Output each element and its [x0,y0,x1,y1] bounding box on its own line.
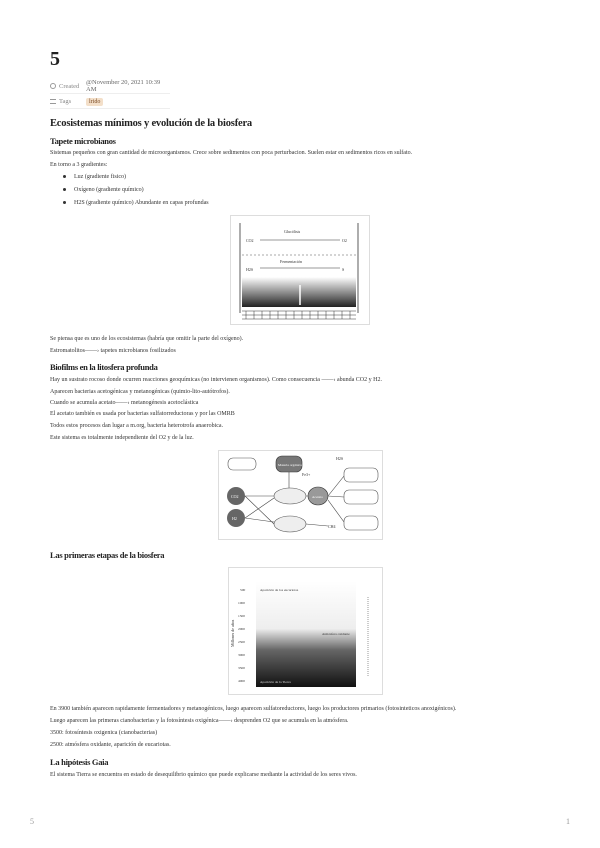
list-item: Luz (gradiente fisico) [50,170,209,183]
biofilm-label-h2s: H2S [336,456,344,461]
biofilms-p4: El acetato también es usada por bacterias sulfatorreductoras y por las OMRB [50,411,235,417]
properties-table [50,79,170,109]
mat-label-co2: CO2 [246,238,254,243]
biofilm-label-fe: Fe3+ [302,472,311,477]
mat-label-o2: O2 [342,238,347,243]
biofilm-label-materia: Materia orgánica [278,463,302,467]
timeline-event-oxidant: Atmósfera oxidante [322,632,350,636]
biofilm-label-ch4: CH4 [328,524,336,529]
biofilms-p1: Hay un sustrato rocoso donde ocurren reacciones geoquímicas (no intervienen organismos). Como consecuencia ——› abunda CO2 y H2. [50,377,382,383]
etapas-p1: En 3900 también aparecen rapidamente fermentadores y metanogénicos, luego aparecen sulfatoreductores, luego los productores primarios (fotosinteticos anoxigénicos). [50,706,457,712]
created-value: @November 20, 2021 10:39 AM [86,79,161,93]
list-icon [50,99,56,104]
tags-label: Tags [59,97,72,105]
mat-label-h2s: H2S [246,267,254,272]
biofilms-p2: Aparecen bacterias acetogénicas y metanogénicas (quimio-lito-autótrofos). [50,389,230,395]
gaia-p1: El sistema Tierra se encuentra en estado de desequilibrio químico que puede explicarse mediante la actividad de los seres vivos. [50,772,357,778]
etapas-p2: Luego aparecen las primeras cianobacterias y la fotosíntesis oxigénica——› desprenden O2 que se acumula en la atmósfera. [50,718,349,724]
mat-label-glucolisis: Glucólisis [284,229,301,234]
list-item: Oxígeno (gradiente químico) [50,183,209,196]
biofilms-p3: Cuando se acumula acetato——› metanogénesis acetoclástica [50,400,199,406]
timeline-tick: 3000 [238,653,245,657]
tapete-p4: Estromatolitos——› tapetes microbianos fosilizados [50,348,176,354]
timeline-tick: 4000 [238,679,245,683]
page-number-right: 1 [566,817,570,826]
biofilm-network-figure [218,450,383,540]
timeline-tick: 2000 [238,627,245,631]
heading-tapete: Tapete microbianos [50,136,116,146]
page-number-left: 5 [30,817,34,826]
mat-label-s: S [342,267,345,272]
microbial-mat-figure [230,215,370,325]
biofilms-p5: Todos estos procesos dan lugar a m.org, bacteria heterotrofa anaerobica. [50,423,224,429]
property-tags [50,94,170,109]
tag-badge[interactable]: lrido [86,98,103,106]
etapas-p3: 3500: fotosíntesis oxigenica (cianobacterias) [50,730,158,736]
timeline-tick: 500 [240,588,246,592]
timeline-axis-label: Millones de años [230,619,235,647]
biofilm-label-acetato: Acetato [312,495,323,499]
clock-icon [50,83,56,89]
tapete-bullet-list [50,170,209,209]
tapete-p1: Sistemas pequeños con gran cantidad de microorganismos. Crece sobre sedimentos con poca perturbacion. Suelen estar en sedimentos ricos en sulfato. [50,150,413,156]
created-label: Created [59,82,80,90]
heading-etapas: Las primeras etapas de la biosfera [50,550,165,560]
biofilm-label-co2: CO2 [231,494,239,499]
timeline-tick: 3500 [238,666,245,670]
biofilm-label-h2: H2 [232,516,237,521]
tapete-p2: En torno a 3 gradientes: [50,162,108,168]
etapas-p4: 2500: atmósfera oxidante, aparición de eucariotas. [50,742,171,748]
biosphere-timeline-figure [228,567,383,695]
page-title: 5 [50,48,60,70]
timeline-tick: 2500 [238,640,245,644]
list-item: H2S (gradiente químico) Abundante en capas profundas [50,196,209,209]
timeline-tick: 1000 [238,601,245,605]
tapete-p3: Se piensa que es uno de los ecosistemas (habría que omitir la parte del oxígeno). [50,336,244,342]
timeline-event-earth: Aparición de la Tierra [260,680,291,684]
main-heading: Ecosistemas mínimos y evolución de la biosfera [50,118,252,129]
heading-biofilms: Biofilms en la litosfera profunda [50,362,158,372]
heading-gaia: La hipótesis Gaia [50,757,109,767]
timeline-tick: 1500 [238,614,245,618]
property-created [50,79,170,94]
timeline-event-eukaryotes: Aparición de los eucariotas [260,588,299,592]
mat-label-fermentacion: Fermentación [280,259,302,264]
biofilms-p6: Este sistema es totalmente independiente del O2 y de la luz. [50,435,194,441]
